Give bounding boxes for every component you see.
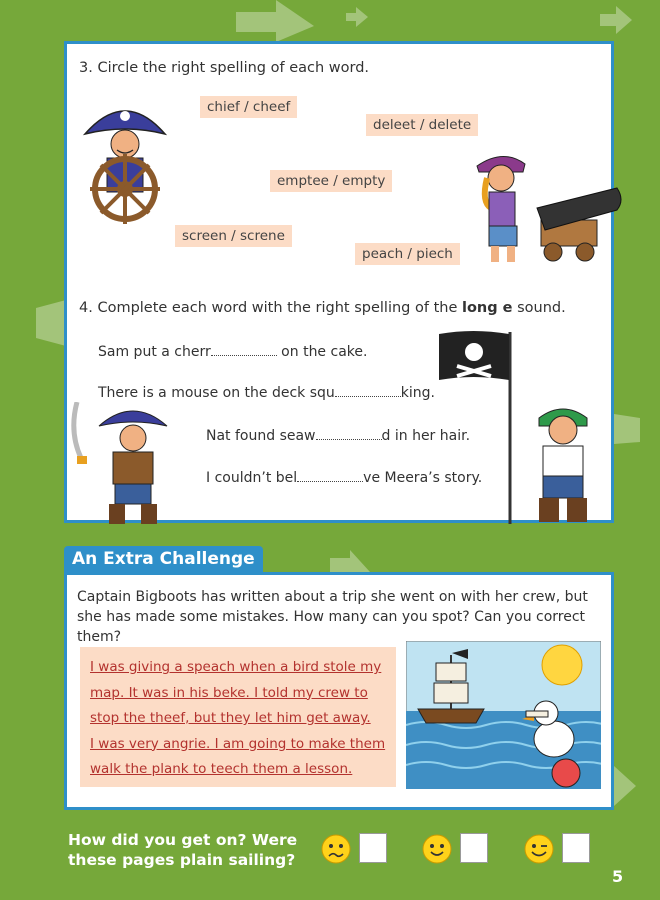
self-assessment-line-1: How did you get on? Were [68,831,298,849]
spelling-option-chief[interactable]: chief / cheef [200,96,297,118]
sentence-1-before: Sam put a cherr [98,344,211,360]
pirate-captain-wheel-illustration [79,94,171,226]
story-line: walk the plank to teech them a lesson. [90,761,353,777]
story-line: I was giving a speach when a bird stole my [90,659,382,675]
winking-checkbox[interactable] [562,833,590,863]
pirate-bandana-illustration [527,402,599,526]
fill-blank[interactable] [211,343,277,356]
winking-face-icon [523,833,555,865]
sentence-3 [206,427,470,444]
question-4-prompt-bold: long e [461,300,513,316]
confused-face-icon [320,833,352,865]
arrow-decoration [346,7,368,27]
sentence-2-before: There is a mouse on the deck squ [98,385,335,401]
arrow-decoration [600,6,632,34]
arrow-decoration [330,550,370,572]
fill-blank[interactable] [297,469,363,482]
self-assessment-question [68,830,297,870]
sentence-4-before: I couldn’t bel [206,470,298,486]
sentence-1 [98,343,367,360]
story-line: map. It was in his beke. I told my crew to [90,684,368,701]
happy-face-icon [421,833,453,865]
story-box [80,647,396,787]
question-3-prompt: 3. Circle the right spelling of each word. [79,60,370,76]
sentence-3-before: Nat found seaw [206,428,316,444]
pirate-girl-cannon-illustration [467,148,627,268]
spelling-option-empty[interactable]: emptee / empty [270,170,392,192]
page-number: 5 [612,867,624,886]
challenge-intro: Captain Bigboots has written about a trip she went on with her crew, but she has made some mistakes. How many can you spot? Can you correct them? [77,589,588,645]
sentence-2 [98,384,435,401]
sentence-4-after: ve Meera’s story. [363,470,483,486]
spelling-option-peach[interactable]: peach / piech [355,243,460,265]
extra-challenge-panel [64,572,614,810]
arrow-decoration [36,300,66,346]
pirate-sword-illustration [69,402,181,526]
pirate-flag-illustration [437,328,517,524]
question-4-prompt-start: 4. Complete each word with the right spelling of the [79,300,462,316]
arrow-decoration [614,766,636,806]
sentence-2-after: king. [400,385,435,401]
story-line: stop the theef, but they let him get away. [90,710,371,726]
confused-checkbox[interactable] [359,833,387,863]
exercise-panel [64,41,614,523]
question-4-prompt-end: sound. [512,300,566,316]
fill-blank[interactable] [316,427,382,440]
arrow-decoration [614,414,640,444]
extra-challenge-tab: An Extra Challenge [64,546,263,572]
sentence-1-after: on the cake. [276,344,368,360]
sentence-3-after: d in her hair. [381,428,471,444]
question-4-prompt [79,300,566,316]
pirate-ship-seagull-illustration [406,641,601,789]
arrow-decoration [236,0,316,42]
fill-blank[interactable] [335,384,401,397]
spelling-option-screen[interactable]: screen / screne [175,225,292,247]
self-assessment-line-2: these pages plain sailing? [68,851,296,869]
spelling-option-delete[interactable]: deleet / delete [366,114,478,136]
happy-checkbox[interactable] [460,833,488,863]
story-line: I was very angrie. I am going to make them [90,735,386,752]
